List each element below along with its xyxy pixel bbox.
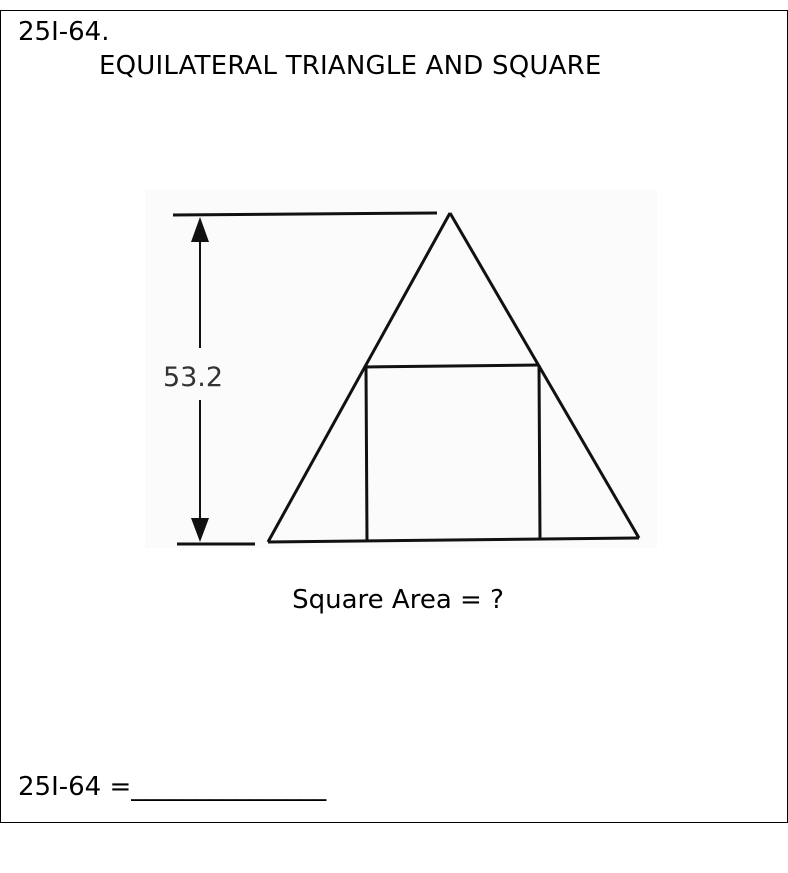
answer-label: 25I-64 =	[18, 772, 132, 802]
arrow-up-icon	[191, 217, 209, 242]
problem-title: EQUILATERAL TRIANGLE AND SQUARE	[99, 51, 602, 81]
square-top	[364, 365, 539, 367]
triangle-square-figure	[145, 190, 657, 548]
answer-blank[interactable]: _______________	[131, 772, 327, 802]
triangle-left-side	[268, 213, 450, 542]
question-text: Square Area = ?	[292, 585, 504, 615]
height-label: 53.2	[162, 362, 224, 393]
answer-line	[18, 771, 326, 803]
problem-id: 25I-64.	[18, 17, 110, 47]
triangle-right-side	[450, 213, 639, 538]
triangle-base	[268, 538, 639, 542]
top-extension-line	[173, 213, 437, 215]
arrow-down-icon	[191, 518, 209, 542]
square-left	[366, 367, 367, 541]
square-right	[539, 365, 540, 540]
figure-svg	[145, 190, 657, 548]
